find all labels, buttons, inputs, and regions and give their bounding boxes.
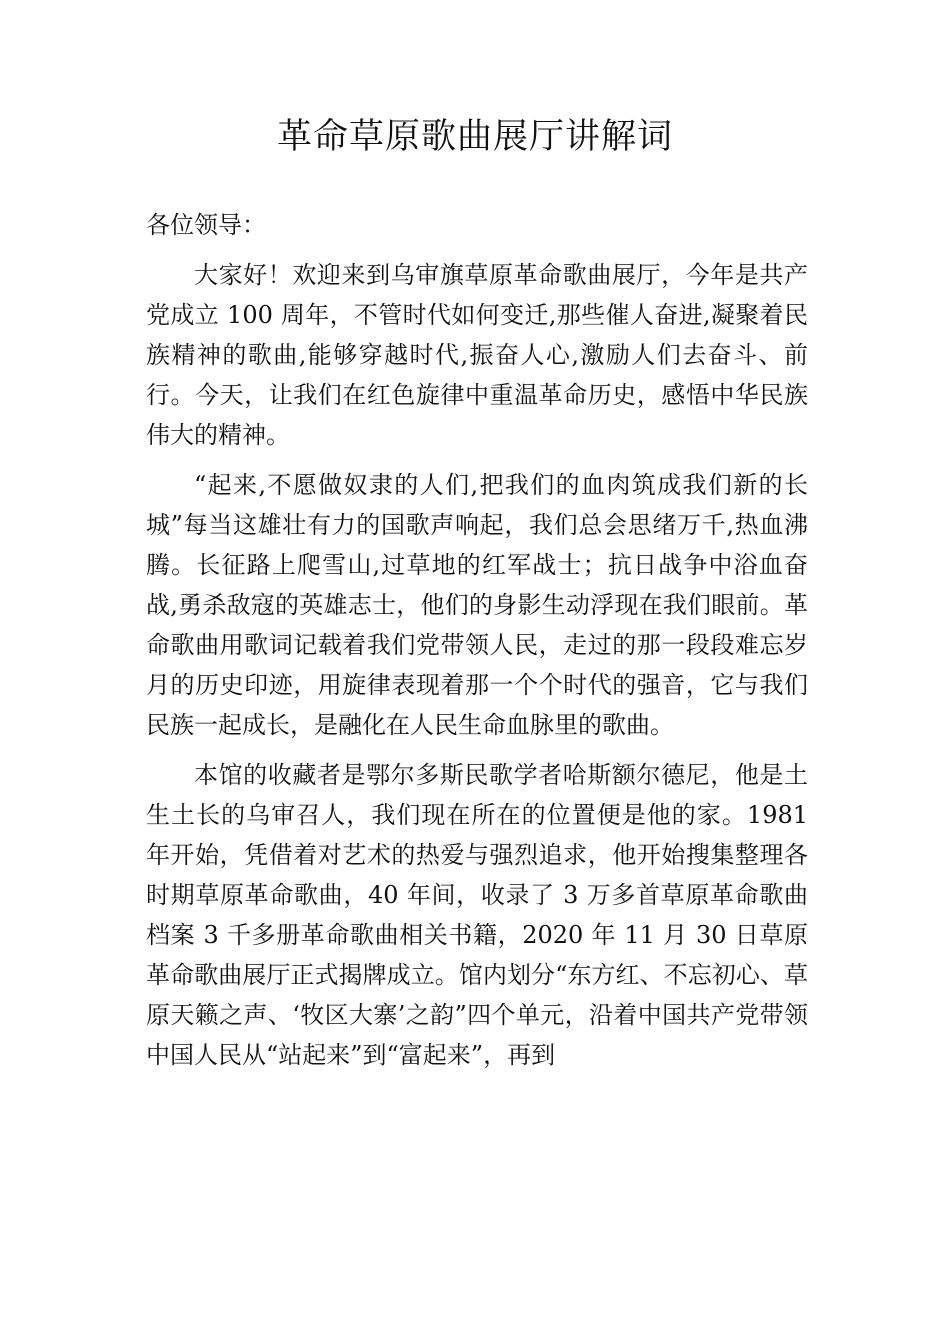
paragraph-anthem: “起来,不愿做奴隶的人们,把我们的血肉筑成我们新的长城”每当这雄壮有力的国歌声响起，我们总会思绪万千,热血沸腾。长征路上爬雪山,过草地的红军战士；抗日战争中浴血奋战,勇杀敌寇的英雄志士，他们的身影生动浮现在我们眼前。革命歌曲用歌词记载着我们党带领人民，走过的那一段段难忘岁月的历史印迹，用旋律表现着那一个个时代的强音，它与我们民族一起成长，是融化在人民生命血脉里的歌曲。 [146, 471, 808, 739]
paragraph-collector: 本馆的收藏者是鄂尔多斯民歌学者哈斯额尔德尼，他是土生土长的乌审召人，我们现在所在的位置便是他的家。1981 年开始，凭借着对艺术的热爱与强烈追求，他开始搜集整理各时期草原革命歌曲，40 年间，收录了 3 万多首草原革命歌曲档案 3 千多册革命歌曲相关书籍，2020 年 11 月 30 日草原革命歌曲展厅正式揭牌成立。馆内划分“东方红、不忘初心、草原天籁之声、‘牧区大寨’之韵”四个单元，沿着中国共产党带领中国人民从“站起来”到“富起来”，再到 [146, 761, 808, 1069]
document-body [146, 205, 808, 1085]
page-title: 革命草原歌曲展厅讲解词 [276, 117, 673, 157]
salutation: 各位领导： [146, 211, 266, 239]
paragraph-welcome: 大家好！欢迎来到乌审旗草原革命歌曲展厅，今年是共产党成立 100 周年，不管时代如何变迁,那些催人奋进,凝聚着民族精神的歌曲,能够穿越时代,振奋人心,激励人们去奋斗、前行。今天，让我们在红色旋律中重温革命历史，感悟中华民族伟大的精神。 [146, 261, 808, 449]
